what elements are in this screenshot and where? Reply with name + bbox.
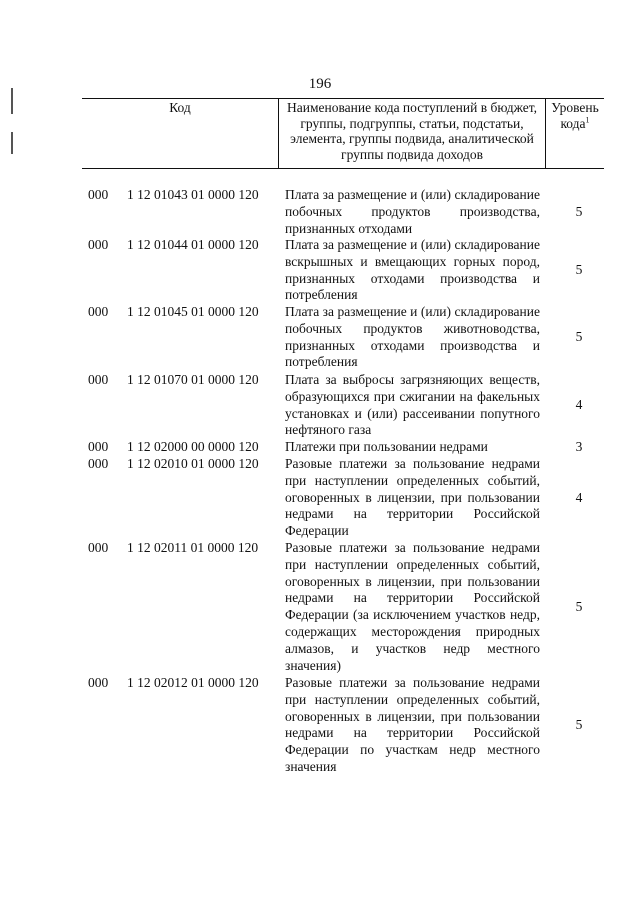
- revenue-code: 1 12 02010 01 0000 120: [127, 456, 259, 471]
- revenue-code: 1 12 02011 01 0000 120: [127, 540, 259, 555]
- page-number: 196: [308, 76, 332, 92]
- code-level: 4: [575, 397, 583, 412]
- revenue-code: 1 12 01043 01 0000 120: [127, 187, 259, 202]
- code-level: 5: [575, 717, 583, 732]
- revenue-code: 1 12 02012 01 0000 120: [127, 675, 259, 690]
- revenue-name: Разовые платежи за пользование недрами при наступлении определенных событий, оговоренных в лицензии, при пользовании недрами на территории Российской Федерации (за исключением участков недр, содержащих месторождения природных алмазов, и участков недр местного значения): [285, 540, 540, 673]
- admin-code: 000: [88, 304, 109, 319]
- revenue-code: 1 12 01070 01 0000 120: [127, 372, 259, 387]
- code-level: 5: [575, 204, 583, 219]
- admin-code: 000: [88, 540, 109, 555]
- code-level: 5: [575, 262, 583, 277]
- revenue-code: 1 12 02000 00 0000 120: [127, 439, 259, 454]
- code-level: 5: [575, 329, 583, 344]
- revenue-name: Плата за размещение и (или) складирование вскрышных и вмещающих горных пород, признанных отходами производства и потребления: [285, 237, 540, 303]
- code-level: 3: [575, 439, 583, 454]
- code-level: 4: [575, 490, 583, 505]
- admin-code: 000: [88, 372, 109, 387]
- revenue-code: 1 12 01044 01 0000 120: [127, 237, 259, 252]
- revenue-name: Разовые платежи за пользование недрами при наступлении определенных событий, оговоренных в лицензии, при пользовании недрами на территории Российской Федерации: [285, 456, 540, 539]
- admin-code: 000: [88, 456, 109, 471]
- revenue-code: 1 12 01045 01 0000 120: [127, 304, 259, 319]
- header-level: [546, 99, 604, 168]
- revenue-name: Плата за выбросы загрязняющих веществ, образующихся при сжигании на факельных установках и (или) рассеивании попутного нефтяного газа: [285, 372, 540, 438]
- revenue-name: Разовые платежи за пользование недрами при наступлении определенных событий, оговоренных в лицензии, при пользовании недрами на территории Российской Федерации по участкам недр местного значения: [285, 675, 540, 774]
- header-name: Наименование кода поступлений в бюджет, группы, подгруппы, статьи, подстатьи, элемента, группы подвида, аналитической группы подвида доходов: [279, 99, 546, 168]
- header-level-footnote: 1: [585, 115, 590, 124]
- scan-mark-bottom: [11, 132, 13, 154]
- admin-code: 000: [88, 439, 109, 454]
- header-code: Код: [82, 99, 279, 168]
- revenue-name: Плата за размещение и (или) складирование побочных продуктов производства, признанных отходами: [285, 187, 540, 236]
- header-level-text: Уровень кода: [551, 100, 599, 131]
- table-header: [82, 98, 604, 169]
- admin-code: 000: [88, 237, 109, 252]
- admin-code: 000: [88, 187, 109, 202]
- code-level: 5: [575, 599, 583, 614]
- revenue-name: Платежи при пользовании недрами: [285, 439, 488, 454]
- revenue-name: Плата за размещение и (или) складирование побочных продуктов животноводства, признанных отходами производства и потребления: [285, 304, 540, 370]
- admin-code: 000: [88, 675, 109, 690]
